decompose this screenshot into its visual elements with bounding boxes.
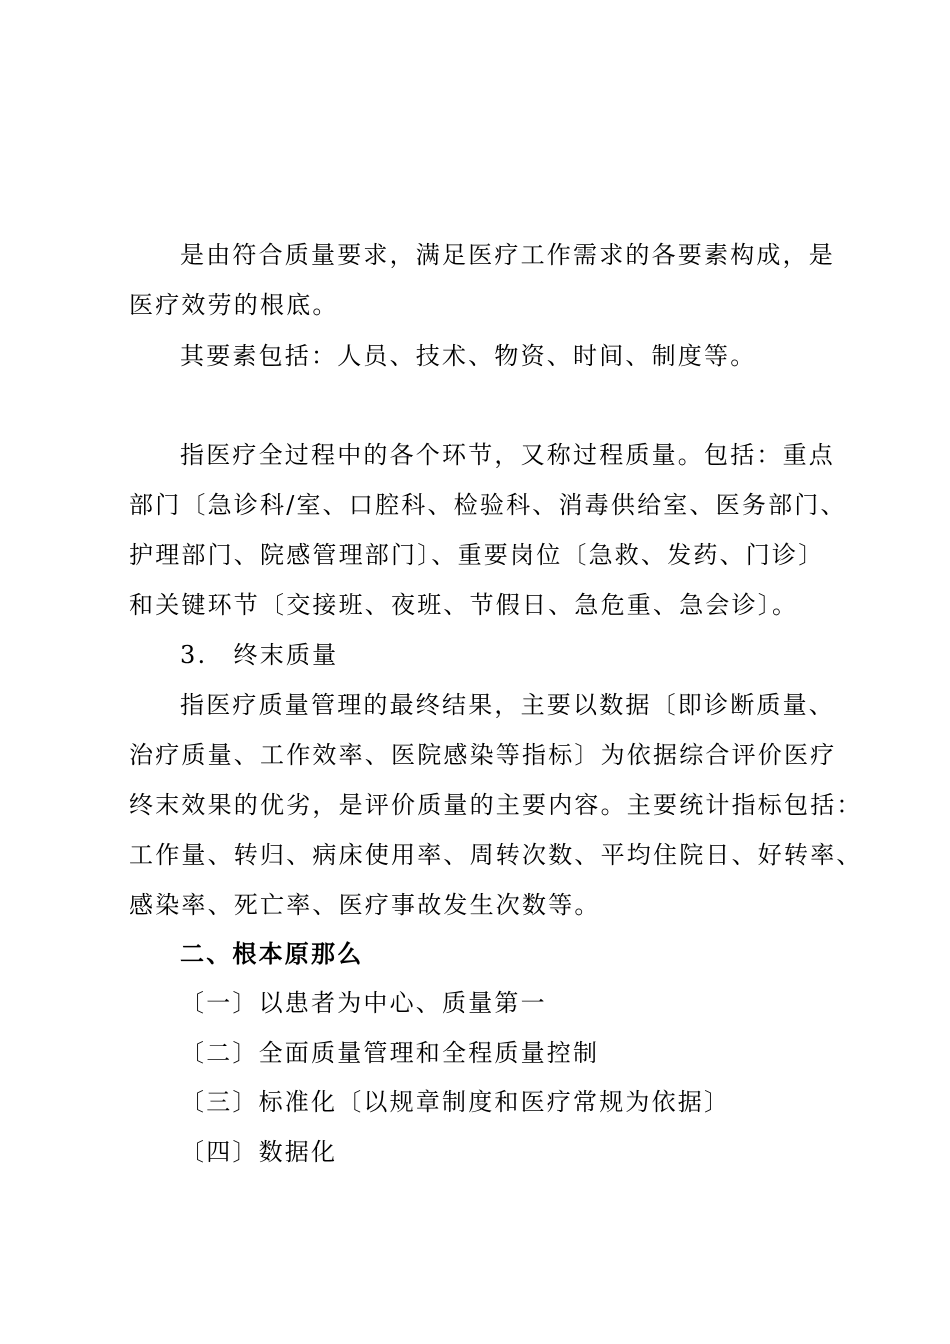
section-heading: 二、根本原那么 [180, 939, 364, 968]
paragraph-line: 工作量、转归、病床使用率、周转次数、平均住院日、好转率、 [129, 841, 863, 869]
paragraph-line: 其要素包括：人员、技术、物资、时间、制度等。 [180, 342, 757, 370]
list-item: 〔一〕以患者为中心、质量第一 [180, 989, 547, 1017]
list-item: 〔四〕数据化 [180, 1138, 338, 1166]
list-item: 〔二〕全面质量管理和全程质量控制 [180, 1039, 600, 1067]
paragraph-line: 部门〔急诊科/室、口腔科、检验科、消毒供给室、医务部门、 [129, 491, 847, 519]
paragraph-line: 是由符合质量要求，满足医疗工作需求的各要素构成，是 [180, 241, 835, 269]
paragraph-line: 和关键环节〔交接班、夜班、节假日、急危重、急会诊〕。 [129, 591, 799, 619]
paragraph-line: 指医疗质量管理的最终结果，主要以数据〔即诊断质量、 [180, 691, 835, 719]
paragraph-line: 治疗质量、工作效率、医院感染等指标〕为依据综合评价医疗 [129, 741, 837, 769]
paragraph-line: 终末效果的优劣，是评价质量的主要内容。主要统计指标包括： [129, 791, 863, 819]
subheading: 3. 终末质量 [180, 641, 339, 669]
paragraph-line: 指医疗全过程中的各个环节，又称过程质量。包括：重点 [180, 441, 835, 469]
paragraph-line: 医疗效劳的根底。 [129, 291, 339, 319]
list-item: 〔三〕标准化〔以规章制度和医疗常规为依据〕 [180, 1088, 731, 1116]
paragraph-line: 感染率、死亡率、医疗事故发生次数等。 [129, 891, 601, 919]
paragraph-line: 护理部门、院感管理部门〕、重要岗位〔急救、发药、门诊〕 [129, 541, 825, 569]
